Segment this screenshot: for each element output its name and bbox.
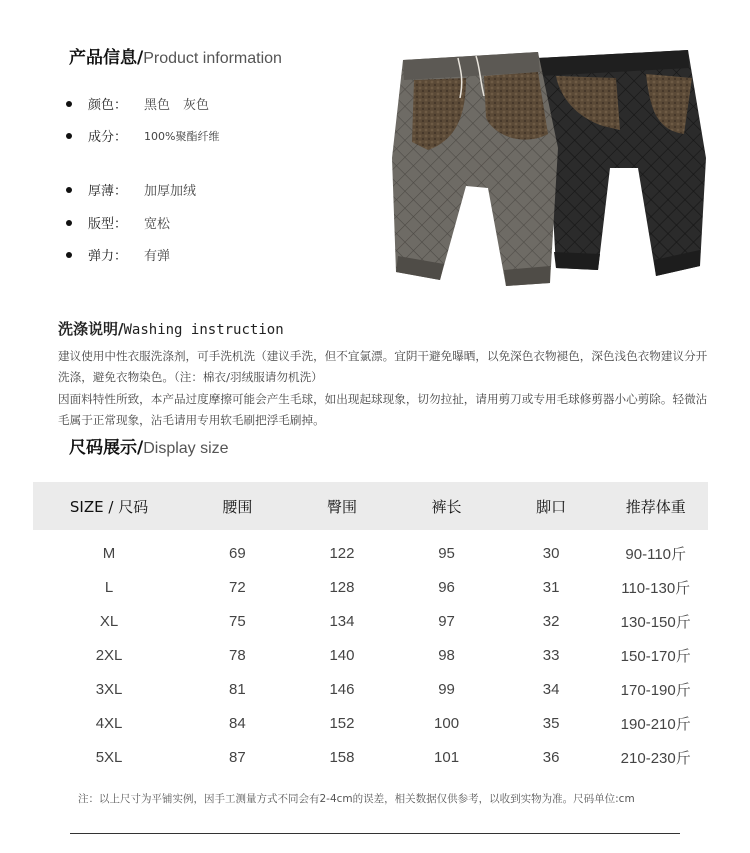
bullet-icon xyxy=(66,133,72,139)
size-table xyxy=(33,482,708,774)
bullet-icon xyxy=(66,252,72,258)
table-cell: M xyxy=(102,544,116,562)
table-cell: 128 xyxy=(329,578,355,596)
bullet-icon xyxy=(66,220,72,226)
washing-title-cn: 洗涤说明/ xyxy=(58,320,124,338)
table-cell: 4XL xyxy=(95,714,123,732)
table-cell: 36 xyxy=(542,748,560,766)
table-cell: 87 xyxy=(229,748,246,766)
table-row xyxy=(33,570,708,604)
table-cell: 146 xyxy=(329,680,355,698)
table-cell: 78 xyxy=(229,646,246,664)
table-cell: 95 xyxy=(438,544,455,562)
table-row xyxy=(33,638,708,672)
table-row xyxy=(33,672,708,706)
display-size-title xyxy=(69,433,229,458)
table-cell: 81 xyxy=(229,680,246,698)
product-info-title-en: Product information xyxy=(143,50,282,67)
table-cell: 97 xyxy=(438,612,455,630)
info-row-color xyxy=(66,94,209,113)
table-cell: 150-170斤 xyxy=(620,647,691,665)
table-cell: 33 xyxy=(542,646,560,664)
table-cell: 90-110斤 xyxy=(625,545,686,563)
table-cell: 190-210斤 xyxy=(620,715,691,733)
bullet-icon xyxy=(66,187,72,193)
info-label: 颜色： xyxy=(88,98,128,113)
washing-paragraph-1: 建议使用中性衣服洗涤剂，可手洗机洗（建议手洗，但不宜氯漂。宜阴干避免曝晒，以免深色衣物褪色，深色浅色衣物建议分开洗涤，避免衣物染色。（注：棉衣/羽绒服请勿机洗） xyxy=(58,349,708,384)
table-cell: 69 xyxy=(229,544,246,562)
info-value: 加厚加绒 xyxy=(144,184,197,199)
table-row xyxy=(33,706,708,740)
divider xyxy=(70,833,680,834)
table-cell: 158 xyxy=(329,748,355,766)
display-size-title-en: Display size xyxy=(143,440,229,457)
table-cell: 140 xyxy=(329,646,355,664)
info-label: 成分： xyxy=(88,130,128,145)
header-hip: 臀围 xyxy=(326,497,357,516)
table-cell: L xyxy=(104,578,114,596)
info-label: 弹力： xyxy=(88,249,128,264)
info-row-fit xyxy=(66,213,170,232)
product-info-title xyxy=(69,43,282,68)
header-weight: 推荐体重 xyxy=(625,497,686,516)
table-cell: 130-150斤 xyxy=(620,613,691,631)
header-waist: 腰围 xyxy=(222,497,253,516)
washing-paragraph-2: 因面料特性所致，本产品过度摩擦可能会产生毛球，如出现起球现象，切勿拉扯，请用剪刀或专用毛球修剪器小心剪除。轻微沾毛属于正常现象，沾毛请用专用软毛刷把浮毛刷掉。 xyxy=(58,392,708,427)
info-value: 有弹 xyxy=(144,249,171,264)
table-cell: 152 xyxy=(329,714,355,732)
table-row xyxy=(33,536,708,570)
table-cell: 98 xyxy=(438,646,455,664)
table-cell: 2XL xyxy=(95,646,123,664)
table-cell: 75 xyxy=(229,612,246,630)
info-row-elasticity xyxy=(66,245,170,264)
table-cell: 110-130斤 xyxy=(621,579,691,597)
info-value: 100%聚酯纤维 xyxy=(144,129,220,143)
bullet-icon xyxy=(66,101,72,107)
table-cell: 72 xyxy=(229,578,246,596)
product-info-title-cn: 产品信息/ xyxy=(69,48,144,68)
table-cell: XL xyxy=(99,612,119,630)
washing-title-en: Washing instruction xyxy=(123,322,284,338)
grey-pants xyxy=(392,52,558,286)
table-cell: 101 xyxy=(434,748,460,766)
display-size-title-cn: 尺码展示/ xyxy=(69,438,144,458)
table-cell: 96 xyxy=(438,578,455,596)
table-cell: 3XL xyxy=(95,680,123,698)
table-cell: 5XL xyxy=(95,748,123,766)
info-label: 厚薄： xyxy=(88,184,128,199)
table-cell: 30 xyxy=(542,544,560,562)
info-value: 宽松 xyxy=(144,217,171,232)
table-cell: 84 xyxy=(229,714,246,732)
table-cell: 170-190斤 xyxy=(620,681,691,699)
info-row-thickness xyxy=(66,180,196,199)
table-row xyxy=(33,740,708,774)
header-length: 裤长 xyxy=(431,497,462,516)
table-cell: 134 xyxy=(329,612,355,630)
info-label: 版型： xyxy=(88,217,128,232)
table-cell: 99 xyxy=(438,680,455,698)
header-leg-opening: 脚口 xyxy=(536,497,567,516)
table-cell: 32 xyxy=(542,612,560,630)
table-cell: 210-230斤 xyxy=(620,749,691,767)
table-cell: 34 xyxy=(542,680,560,698)
size-table-header xyxy=(33,482,708,530)
black-pants xyxy=(538,50,706,276)
pants-illustration xyxy=(388,38,708,288)
measurement-note: 注：以上尺寸为平铺实例，因手工测量方式不同会有2-4cm的误差，相关数据仅供参考，以收到实物为准。尺码单位:cm xyxy=(78,793,635,805)
table-cell: 31 xyxy=(542,578,560,596)
product-image xyxy=(388,38,708,288)
table-row xyxy=(33,604,708,638)
washing-title xyxy=(58,318,284,339)
size-table-body xyxy=(33,530,708,774)
table-cell: 122 xyxy=(329,544,355,562)
header-size: SIZE / 尺码 xyxy=(69,497,149,516)
table-cell: 35 xyxy=(542,714,560,732)
info-value: 黑色 灰色 xyxy=(144,98,210,113)
info-row-composition xyxy=(66,126,219,145)
table-cell: 100 xyxy=(434,714,460,732)
